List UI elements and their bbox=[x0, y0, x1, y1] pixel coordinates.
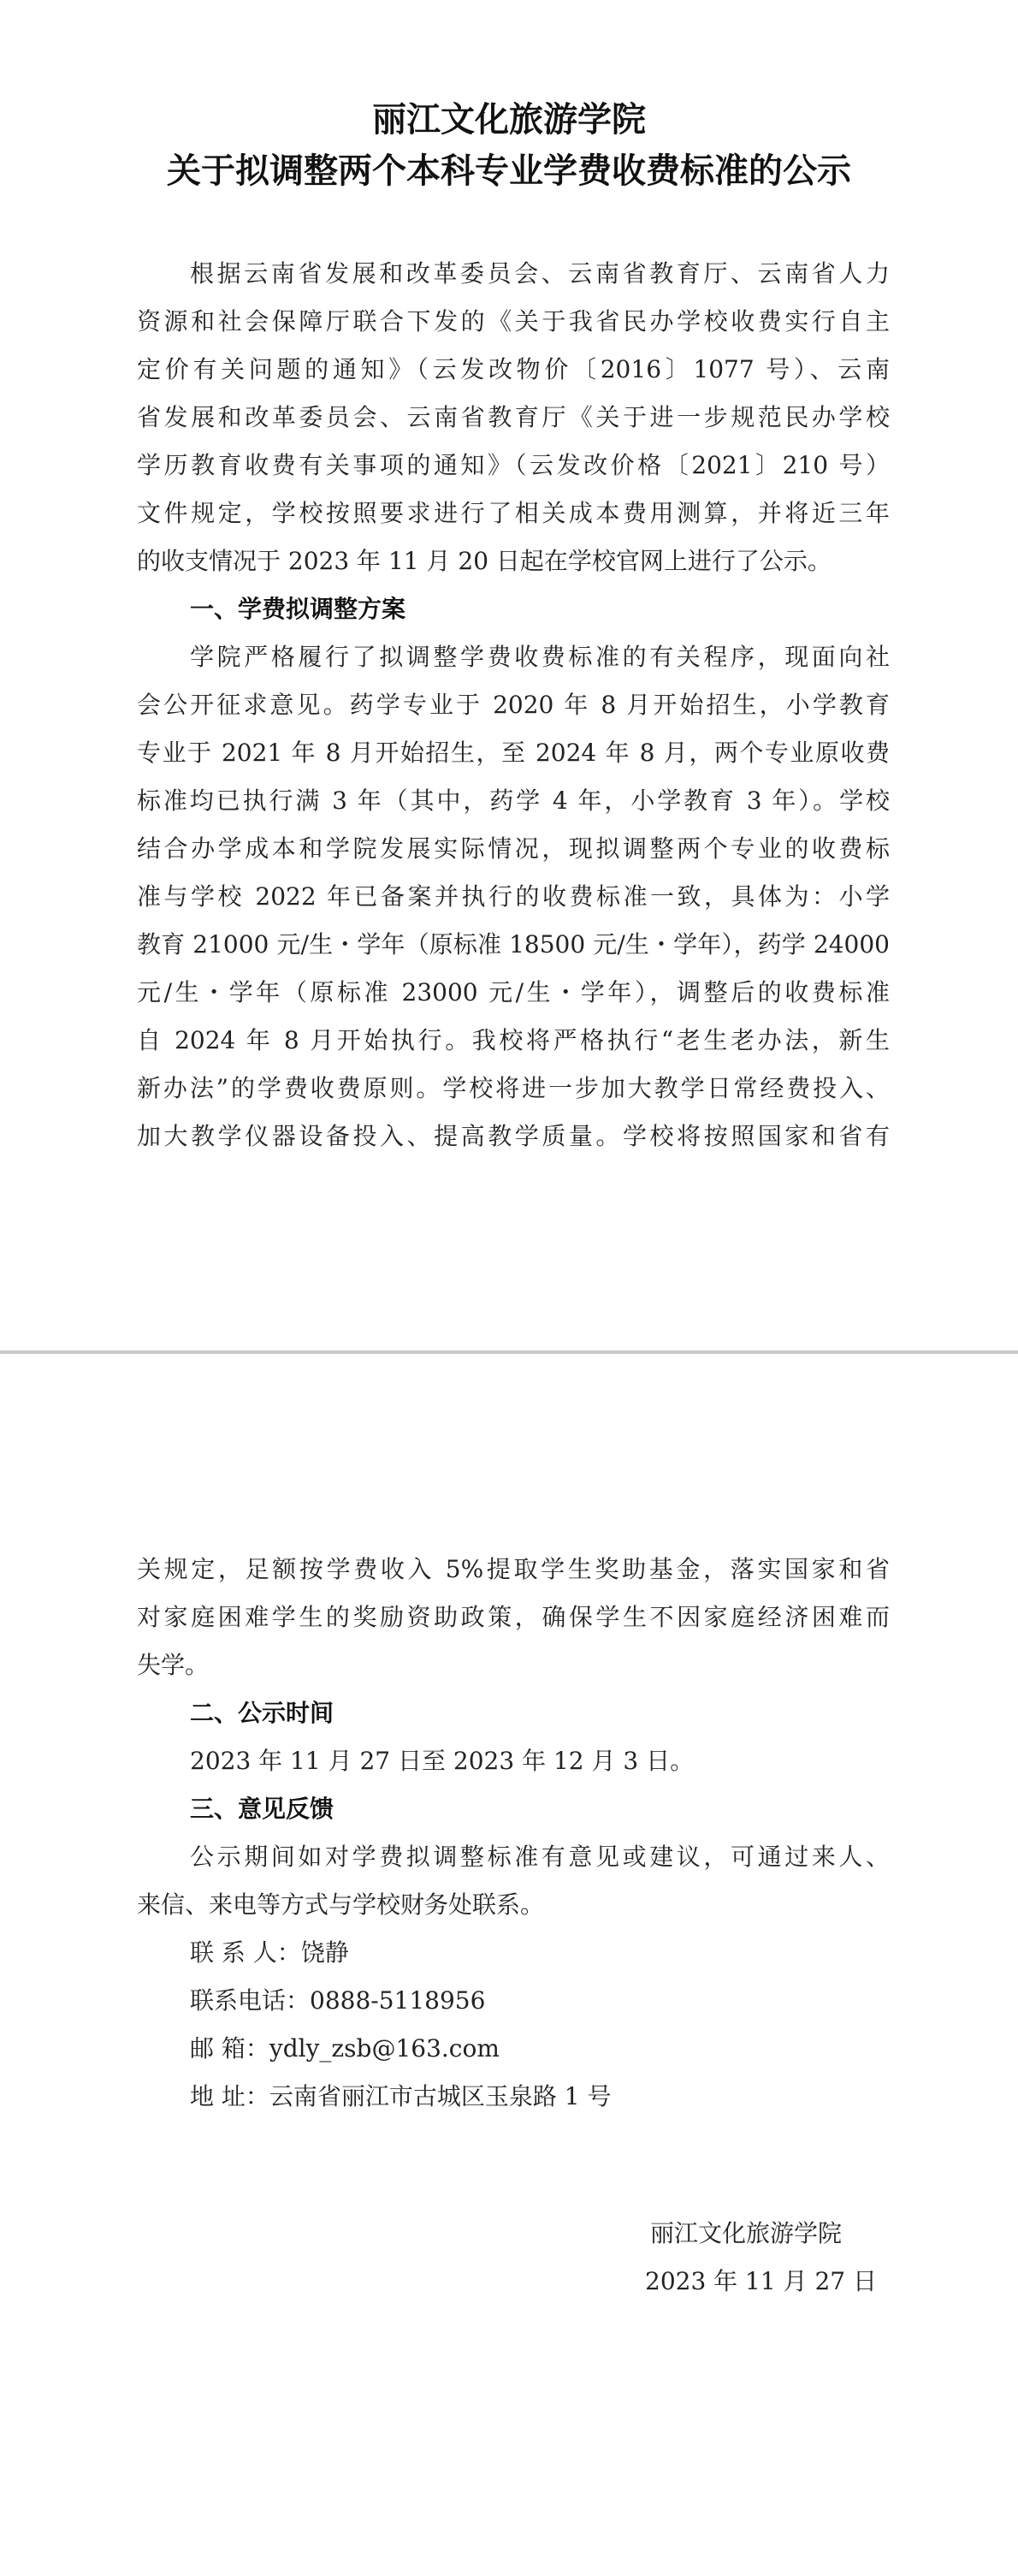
contact-phone: 联系电话：0888-5118956 bbox=[190, 1986, 486, 2015]
signature-date: 2023 年 11 月 27 日 bbox=[645, 2267, 878, 2295]
section1-paragraph-line: 结合办学成本和学院发展实际情况，现拟调整两个专业的收费标 bbox=[137, 834, 890, 863]
section1-paragraph-line: 自 2024 年 8 月开始执行。我校将严格执行“老生老办法，新生 bbox=[137, 1026, 890, 1054]
section-heading-notice-period: 二、公示时间 bbox=[190, 1699, 334, 1727]
signature-organization: 丽江文化旅游学院 bbox=[650, 2219, 843, 2247]
section1-continued-line: 关规定，足额按学费收入 5%提取学生奖助基金，落实国家和省 bbox=[137, 1555, 890, 1583]
section1-continued-line: 对家庭困难学生的奖励资助政策，确保学生不因家庭经济困难而 bbox=[137, 1603, 890, 1631]
intro-paragraph-line: 的收支情况于 2023 年 11 月 20 日起在学校官网上进行了公示。 bbox=[137, 547, 832, 575]
intro-paragraph-line: 定价有关问题的通知》（云发改物价〔2016〕1077 号）、云南 bbox=[137, 355, 890, 383]
section-heading-feedback: 三、意见反馈 bbox=[190, 1795, 334, 1823]
document-page-2 bbox=[0, 1354, 1018, 2576]
intro-paragraph-line: 根据云南省发展和改革委员会、云南省教育厅、云南省人力 bbox=[190, 259, 890, 288]
section1-paragraph-line: 新办法”的学费收费原则。学校将进一步加大教学日常经费投入、 bbox=[137, 1074, 890, 1102]
section1-paragraph-line: 加大教学仪器设备投入、提高教学质量。学校将按照国家和省有 bbox=[137, 1122, 890, 1150]
section1-paragraph-line: 准与学校 2022 年已备案并执行的收费标准一致，具体为：小学 bbox=[137, 882, 890, 911]
document-title-institution: 丽江文化旅游学院 bbox=[372, 100, 646, 139]
section1-paragraph-line: 会公开征求意见。药学专业于 2020 年 8 月开始招生，小学教育 bbox=[137, 691, 890, 719]
intro-paragraph-line: 资源和社会保障厅联合下发的《关于我省民办学校收费实行自主 bbox=[137, 307, 890, 335]
intro-paragraph-line: 文件规定，学校按照要求进行了相关成本费用测算，并将近三年 bbox=[137, 499, 890, 527]
feedback-paragraph-line: 来信、来电等方式与学校财务处联系。 bbox=[137, 1890, 545, 1919]
intro-paragraph-line: 学历教育收费有关事项的通知》（云发改价格〔2021〕210 号） bbox=[137, 451, 890, 479]
contact-address: 地 址：云南省丽江市古城区玉泉路 1 号 bbox=[190, 2082, 612, 2110]
contact-email: 邮 箱：ydly_zsb@163.com bbox=[190, 2034, 500, 2063]
section1-continued-line: 失学。 bbox=[137, 1651, 210, 1679]
feedback-paragraph-line: 公示期间如对学费拟调整标准有意见或建议，可通过来人、 bbox=[190, 1843, 890, 1871]
contact-person: 联 系 人：饶静 bbox=[190, 1938, 349, 1967]
intro-paragraph-line: 省发展和改革委员会、云南省教育厅《关于进一步规范民办学校 bbox=[137, 403, 890, 431]
section1-paragraph-line: 标准均已执行满 3 年（其中，药学 4 年，小学教育 3 年）。学校 bbox=[137, 786, 890, 815]
section-heading-fee-adjustment: 一、学费拟调整方案 bbox=[190, 595, 406, 623]
notice-period-text: 2023 年 11 月 27 日至 2023 年 12 月 3 日。 bbox=[190, 1747, 695, 1775]
document-title-notice: 关于拟调整两个本科专业学费收费标准的公示 bbox=[167, 151, 851, 191]
section1-paragraph-line: 专业于 2021 年 8 月开始招生，至 2024 年 8 月，两个专业原收费 bbox=[137, 739, 890, 767]
section1-paragraph-line: 元/生・学年（原标准 23000 元/生・学年），调整后的收费标准 bbox=[137, 978, 890, 1006]
section1-paragraph-line: 教育 21000 元/生・学年（原标准 18500 元/生・学年），药学 24000 bbox=[137, 930, 890, 959]
section1-paragraph-line: 学院严格履行了拟调整学费收费标准的有关程序，现面向社 bbox=[190, 643, 890, 671]
